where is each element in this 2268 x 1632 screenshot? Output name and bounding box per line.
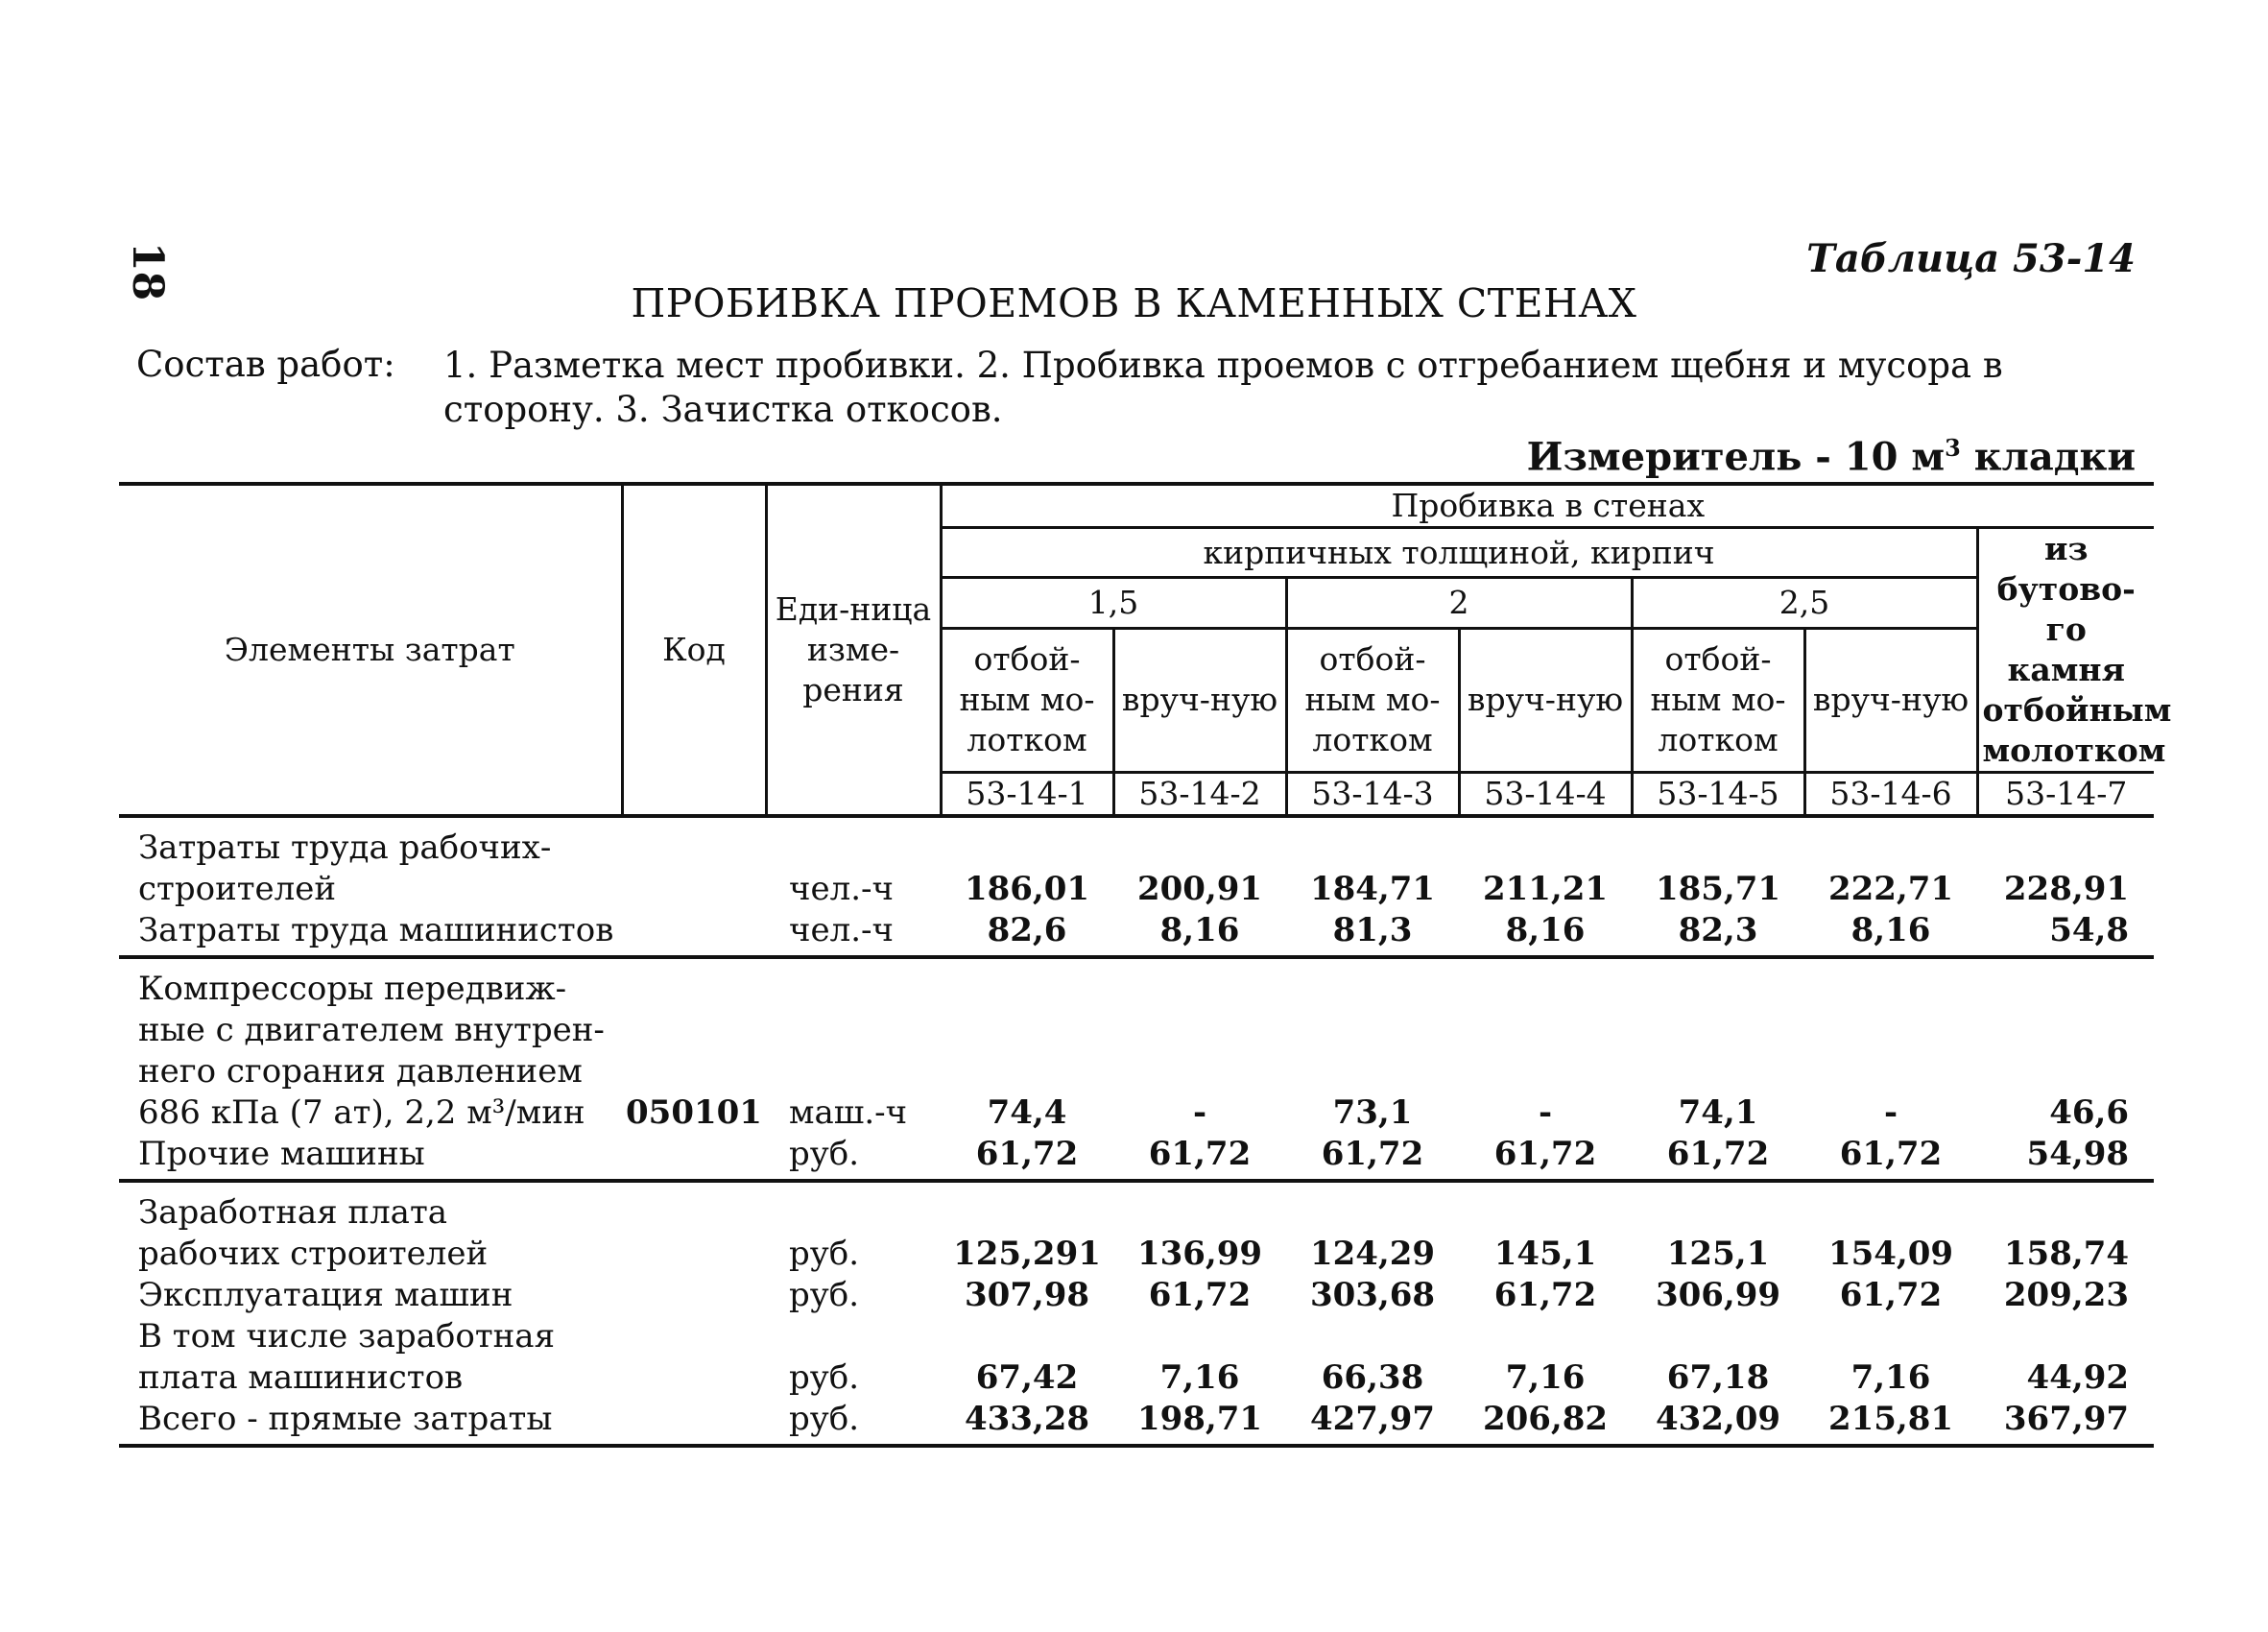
row-unit: маш.-ч — [789, 1093, 908, 1132]
row-value: 81,3 — [1286, 910, 1459, 957]
row-value: 7,16 — [1505, 1358, 1586, 1397]
row-name — [119, 1275, 622, 1316]
row-value: 61,72 — [1286, 1134, 1459, 1181]
table-row — [119, 1134, 2154, 1181]
row-value: 209,23 — [2003, 1276, 2130, 1314]
row-value: 427,97 — [1286, 1399, 1459, 1446]
document-title: ПРОБИВКА ПРОЕМОВ В КАМЕННЫХ СТЕНАХ — [631, 280, 1637, 326]
row-value: 303,68 — [1309, 1276, 1436, 1314]
row-name-line: строителей — [138, 870, 337, 908]
row-value: 61,72 — [1804, 1134, 1977, 1181]
row-value: 198,71 — [1113, 1399, 1286, 1446]
header-method-manual: вруч-ную — [1113, 628, 1286, 772]
table-group — [119, 1181, 2154, 1446]
row-unit: руб. — [766, 1399, 941, 1446]
row-value: 82,3 — [1632, 910, 1804, 957]
table-row — [119, 1275, 2154, 1316]
row-value: 74,4 — [987, 1093, 1067, 1132]
composition-label: Состав работ: — [136, 344, 395, 385]
header-brick: кирпичных толщиной, кирпич — [941, 528, 1977, 578]
row-name — [119, 1134, 622, 1181]
row-name-line: Заработная плата — [138, 1193, 448, 1232]
header-elements: Элементы затрат — [119, 484, 622, 816]
table-number: Таблица 53-14 — [1806, 236, 2136, 281]
header-code-6: 53-14-6 — [1804, 773, 1977, 817]
row-name-line: Эксплуатация машин — [138, 1276, 513, 1314]
header-method-hammer: отбой-ным мо-лотком — [1286, 628, 1459, 772]
row-value: 8,16 — [1459, 910, 1632, 957]
row-name-line: Затраты труда рабочих- — [138, 828, 552, 867]
row-value: 184,71 — [1286, 816, 1459, 910]
row-value: 8,16 — [1113, 910, 1286, 957]
row-name — [119, 1399, 622, 1446]
row-unit: руб. — [766, 1134, 941, 1181]
row-value: 54,8 — [1977, 910, 2154, 957]
row-name-line: плата машинистов — [138, 1358, 464, 1397]
row-value: 7,16 — [1159, 1358, 1240, 1397]
table-row — [119, 1399, 2154, 1446]
row-value: 433,28 — [941, 1399, 1113, 1446]
page-number: 18 — [123, 242, 172, 301]
row-value: 306,99 — [1655, 1276, 1781, 1314]
table-header — [119, 484, 2172, 816]
row-value: 61,72 — [1632, 1134, 1804, 1181]
row-value: 206,82 — [1459, 1399, 1632, 1446]
row-name-line: 686 кПа (7 ат), 2,2 м³/мин — [138, 1093, 585, 1132]
row-unit: руб. — [789, 1276, 860, 1314]
row-value: 124,29 — [1309, 1235, 1436, 1273]
measure-unit — [1527, 434, 2136, 479]
header-thickness-1: 1,5 — [941, 578, 1286, 628]
header-code-2: 53-14-2 — [1113, 773, 1286, 817]
header-code: Код — [622, 484, 766, 816]
row-unit: руб. — [789, 1235, 860, 1273]
row-name — [119, 957, 622, 1134]
header-method-hammer: отбой-ным мо-лотком — [941, 628, 1113, 772]
table-row — [119, 910, 2154, 957]
row-name-line: Прочие машины — [138, 1135, 425, 1173]
row-name — [119, 816, 622, 910]
row-value: 125,291 — [953, 1235, 1101, 1273]
row-unit: руб. — [789, 1358, 860, 1397]
table-row — [119, 1181, 2154, 1275]
header-thickness-2: 2 — [1286, 578, 1632, 628]
row-value: - — [1883, 1093, 1898, 1132]
header-method-hammer: отбой-ным мо-лотком — [1632, 628, 1804, 772]
row-code — [622, 1134, 766, 1181]
row-value: - — [1192, 1093, 1207, 1132]
row-name-line: Компрессоры передвиж- — [138, 970, 567, 1008]
row-value: 185,71 — [1632, 816, 1804, 910]
row-value: 8,16 — [1804, 910, 1977, 957]
row-value: 67,18 — [1666, 1358, 1770, 1397]
row-name-line: рабочих строителей — [138, 1235, 489, 1273]
row-value: 186,01 — [941, 816, 1113, 910]
row-name-line: Всего - прямые затраты — [138, 1400, 553, 1438]
table-group — [119, 957, 2154, 1181]
header-rubble: из бутово-го камня отбойным молотком — [1977, 528, 2154, 773]
row-value: - — [1538, 1093, 1553, 1132]
cost-table — [119, 482, 2172, 1448]
row-value: 82,6 — [941, 910, 1113, 957]
row-code — [622, 1316, 766, 1399]
table-row — [119, 816, 2154, 910]
row-value: 61,72 — [1839, 1276, 1943, 1314]
row-value: 222,71 — [1804, 816, 1977, 910]
row-value: 61,72 — [1148, 1276, 1252, 1314]
row-value: 7,16 — [1850, 1358, 1931, 1397]
row-value: 154,09 — [1827, 1235, 1954, 1273]
row-value: 200,91 — [1113, 816, 1286, 910]
row-value: 367,97 — [1977, 1399, 2154, 1446]
row-name — [119, 910, 622, 957]
row-value: 211,21 — [1459, 816, 1632, 910]
header-code-3: 53-14-3 — [1286, 773, 1459, 817]
table-row — [119, 1316, 2154, 1399]
table-row — [119, 957, 2154, 1134]
row-value: 61,72 — [1113, 1134, 1286, 1181]
row-value: 215,81 — [1804, 1399, 1977, 1446]
row-value: 73,1 — [1332, 1093, 1413, 1132]
row-code: 050101 — [626, 1093, 762, 1132]
row-value: 46,6 — [2049, 1093, 2130, 1132]
header-unit: Еди-ница изме-рения — [766, 484, 941, 816]
row-value: 61,72 — [1459, 1134, 1632, 1181]
measure-suffix: кладки — [1960, 434, 2136, 480]
row-value: 432,09 — [1632, 1399, 1804, 1446]
row-value: 74,1 — [1678, 1093, 1758, 1132]
row-code — [622, 1399, 766, 1446]
row-value: 228,91 — [1977, 816, 2154, 910]
header-method-manual: вруч-ную — [1804, 628, 1977, 772]
row-value: 61,72 — [941, 1134, 1113, 1181]
header-thickness-3: 2,5 — [1632, 578, 1977, 628]
row-value: 54,98 — [1977, 1134, 2154, 1181]
row-code — [622, 1275, 766, 1316]
composition-text: 1. Разметка мест пробивки. 2. Пробивка проемов с отгребанием щебня и мусора в сторону. 3. Зачистка откосов. — [443, 345, 2003, 430]
header-code-5: 53-14-5 — [1632, 773, 1804, 817]
row-unit: чел.-ч — [766, 910, 941, 957]
header-code-7: 53-14-7 — [1977, 773, 2154, 817]
row-value: 158,74 — [2003, 1235, 2130, 1273]
row-value: 61,72 — [1493, 1276, 1597, 1314]
row-name-line: Затраты труда машинистов — [138, 911, 614, 949]
row-name-line: В том числе заработная — [138, 1317, 556, 1356]
row-name-line: него сгорания давлением — [138, 1052, 583, 1091]
header-code-1: 53-14-1 — [941, 773, 1113, 817]
row-code — [622, 910, 766, 957]
measure-sup: 3 — [1945, 434, 1961, 462]
row-value: 145,1 — [1493, 1235, 1597, 1273]
row-unit: чел.-ч — [766, 816, 941, 910]
row-value: 136,99 — [1136, 1235, 1263, 1273]
row-name — [119, 1316, 622, 1399]
header-group: Пробивка в стенах — [941, 484, 2154, 528]
row-value: 44,92 — [2026, 1358, 2130, 1397]
row-value: 66,38 — [1321, 1358, 1424, 1397]
table-group — [119, 816, 2154, 957]
row-code — [622, 816, 766, 910]
row-name — [119, 1181, 622, 1275]
measure-prefix: Измеритель - 10 м — [1526, 434, 1946, 480]
row-code — [622, 1181, 766, 1275]
row-value: 67,42 — [975, 1358, 1079, 1397]
header-method-manual: вруч-ную — [1459, 628, 1632, 772]
row-value: 125,1 — [1666, 1235, 1770, 1273]
header-code-4: 53-14-4 — [1459, 773, 1632, 817]
row-name-line: ные с двигателем внутрен- — [138, 1011, 605, 1049]
row-value: 307,98 — [964, 1276, 1090, 1314]
